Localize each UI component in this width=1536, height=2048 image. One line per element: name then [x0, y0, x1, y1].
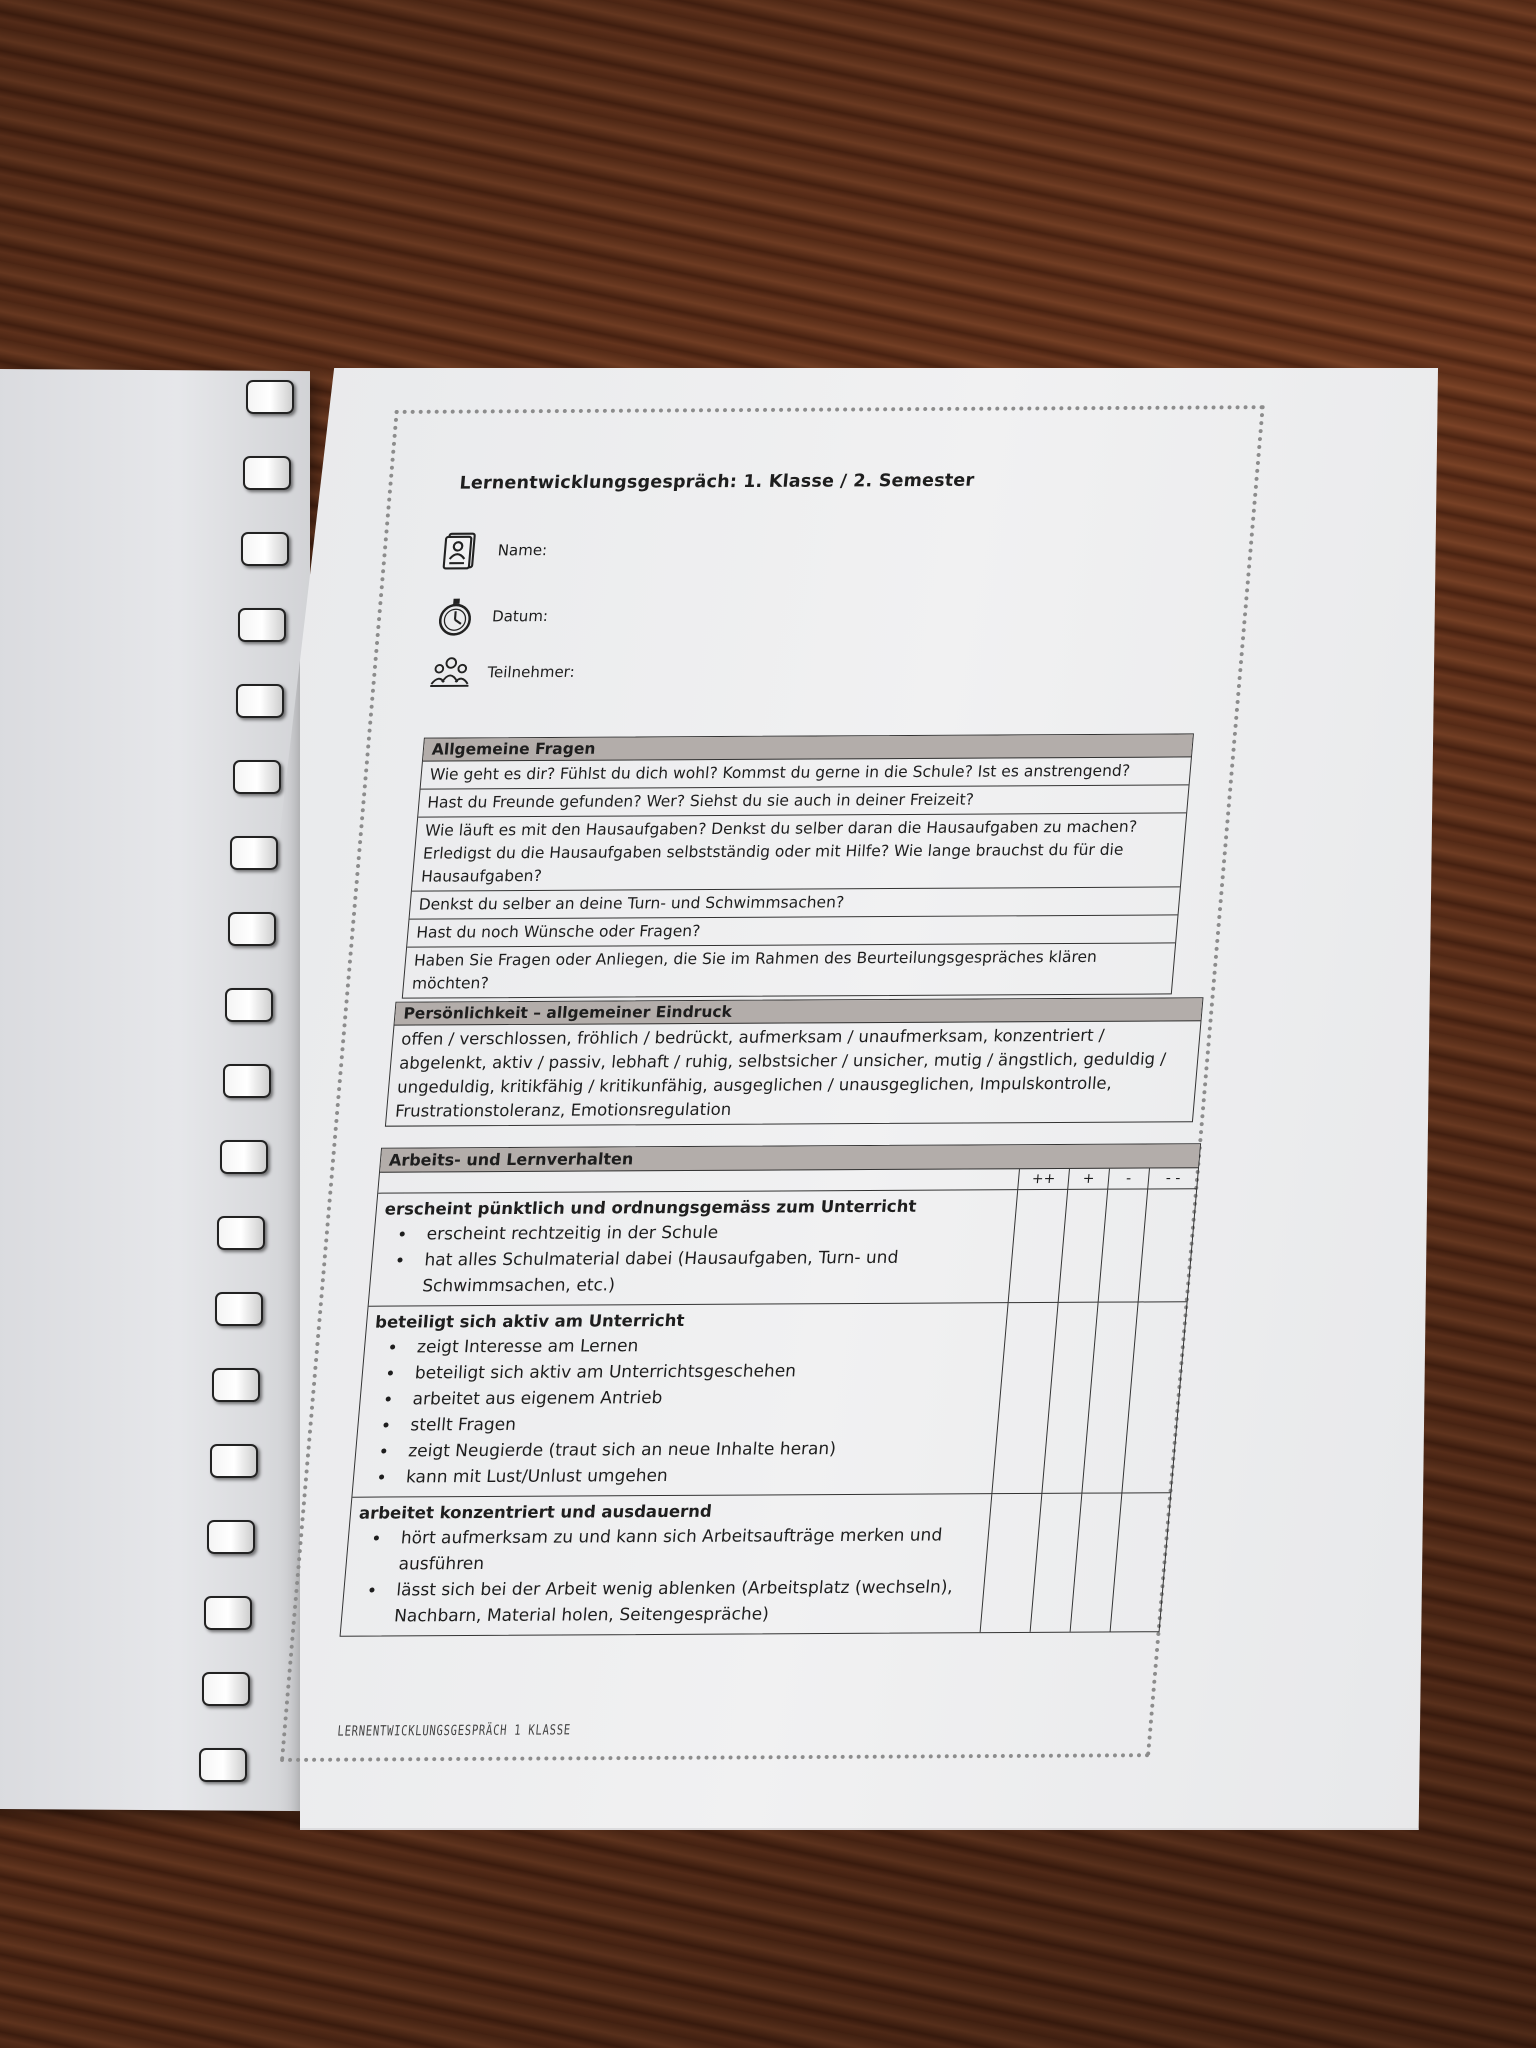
section-concentration — [341, 1494, 993, 1636]
criterion-item: • kann mit Lust/Unlust umgehen — [395, 1461, 986, 1490]
page-footer: LERNENTWICKLUNGSGESPRÄCH 1 KLASSE — [336, 1722, 572, 1740]
name-label: Name: — [497, 541, 548, 560]
criterion-item: • lässt sich bei der Arbeit wenig ablenken (Arbeitsplatz (wechseln), Nachbarn, Material holen, Seitengespräche) — [383, 1574, 976, 1629]
binding-coil — [199, 1748, 247, 1782]
section-title: arbeitet konzentriert und ausdauernd — [358, 1501, 713, 1523]
rating-column-very-poor: - - — [1148, 1168, 1198, 1189]
date-field — [432, 595, 549, 638]
personality-header: Persönlichkeit – allgemeiner Eindruck — [394, 998, 1202, 1025]
criterion-item: • hört aufmerksam zu und kann sich Arbeitsaufträge merken und ausführen — [388, 1522, 981, 1577]
stopwatch-icon — [432, 595, 478, 637]
form-sheet — [274, 403, 1270, 1768]
binding-coil — [220, 1140, 268, 1174]
question-row: Wie geht es dir? Fühlst du dich wohl? Kommst du gerne in die Schule? Ist es anstrengend? — [421, 757, 1191, 789]
name-field — [438, 529, 549, 572]
criterion-item: • erscheint rechtzeitig in der Schule — [416, 1218, 1007, 1247]
binding-coil — [230, 836, 278, 870]
question-row: Hast du Freunde gefunden? Wer? Siehst du sie auch in deiner Freizeit? — [418, 785, 1188, 817]
binding-coil — [233, 760, 281, 794]
binding-coil — [210, 1444, 258, 1478]
criterion-item: • zeigt Interesse am Lernen — [406, 1331, 997, 1360]
criterion-item: • beteiligt sich aktiv am Unterrichtsgeschehen — [404, 1357, 995, 1386]
people-group-icon — [428, 651, 474, 693]
rating-grid — [341, 1168, 1198, 1635]
criterion-item: • arbeitet aus eigenem Antrieb — [402, 1383, 993, 1412]
general-questions-header: Allgemeine Fragen — [423, 734, 1193, 761]
rating-column-good: + — [1068, 1169, 1110, 1190]
section-title: beteiligt sich aktiv am Unterricht — [374, 1310, 686, 1332]
binding-coil — [228, 912, 276, 946]
rating-column-very-good: ++ — [1018, 1169, 1070, 1190]
binding-coil — [223, 1064, 271, 1098]
participants-field — [428, 651, 577, 694]
binding-coil — [236, 684, 284, 718]
form-title: Lernentwicklungsgespräch: 1. Klasse / 2. Semester — [458, 470, 976, 494]
id-card-icon — [438, 529, 484, 571]
binding-coil — [225, 988, 273, 1022]
criterion-item: • stellt Fragen — [399, 1409, 990, 1438]
binding-coil — [243, 456, 291, 490]
question-row: Wie läuft es mit den Hausaufgaben? Denkst du selber daran die Hausaufgaben zu machen? Erledigst du die Hausaufgaben selbstständig oder mit Hilfe? Wie lange brauchst du für die Hausaufgaben? — [412, 813, 1186, 891]
binding-coil — [204, 1596, 252, 1630]
work-behavior-header: Arbeits- und Lernverhalten — [380, 1144, 1200, 1172]
binding-coil — [202, 1672, 250, 1706]
question-row: Haben Sie Fragen oder Anliegen, die Sie im Rahmen des Beurteilungsgespräches klären möchten? — [411, 947, 1098, 993]
work-behavior-table — [340, 1143, 1202, 1637]
rating-cell[interactable] — [1139, 1189, 1197, 1302]
binding-coil — [212, 1368, 260, 1402]
question-row: Hast du noch Wünsche oder Fragen? — [407, 915, 1177, 947]
date-label: Datum: — [491, 607, 549, 626]
binding-coil — [246, 380, 294, 414]
general-questions-table — [402, 733, 1194, 998]
question-row: Denkst du selber an deine Turn- und Schwimmsachen? — [409, 887, 1179, 919]
binding-coil — [207, 1520, 255, 1554]
criterion-item: • zeigt Neugierde (traut sich an neue Inhalte heran) — [397, 1435, 988, 1464]
binding-coil — [238, 608, 286, 642]
participants-label: Teilnehmer: — [486, 662, 576, 682]
personality-text: offen / verschlossen, fröhlich / bedrückt, aufmerksam / unaufmerksam, konzentriert / abgelenkt, aktiv / passiv, lebhaft / ruhig, selbstsicher / unsicher, mutig / ängstlich, geduldig / ungeduldig, kritikfähig / kritikunfähig, ausgeglichen / unausgeglichen, Impulskontrolle, Frustrationstoleranz, Emotionsregulation — [394, 1025, 1167, 1121]
binding-coil — [241, 532, 289, 566]
personality-table — [385, 997, 1204, 1126]
criterion-item: • hat alles Schulmaterial dabei (Hausaufgaben, Turn- und Schwimmsachen, etc.) — [411, 1244, 1004, 1299]
section-title: erscheint pünktlich und ordnungsgemäss zum Unterricht — [384, 1196, 918, 1219]
rating-column-poor: - — [1108, 1168, 1150, 1189]
binding-coil — [215, 1292, 263, 1326]
section-punctuality — [369, 1190, 1019, 1307]
binding-coil — [217, 1216, 265, 1250]
section-participation — [352, 1303, 1008, 1498]
